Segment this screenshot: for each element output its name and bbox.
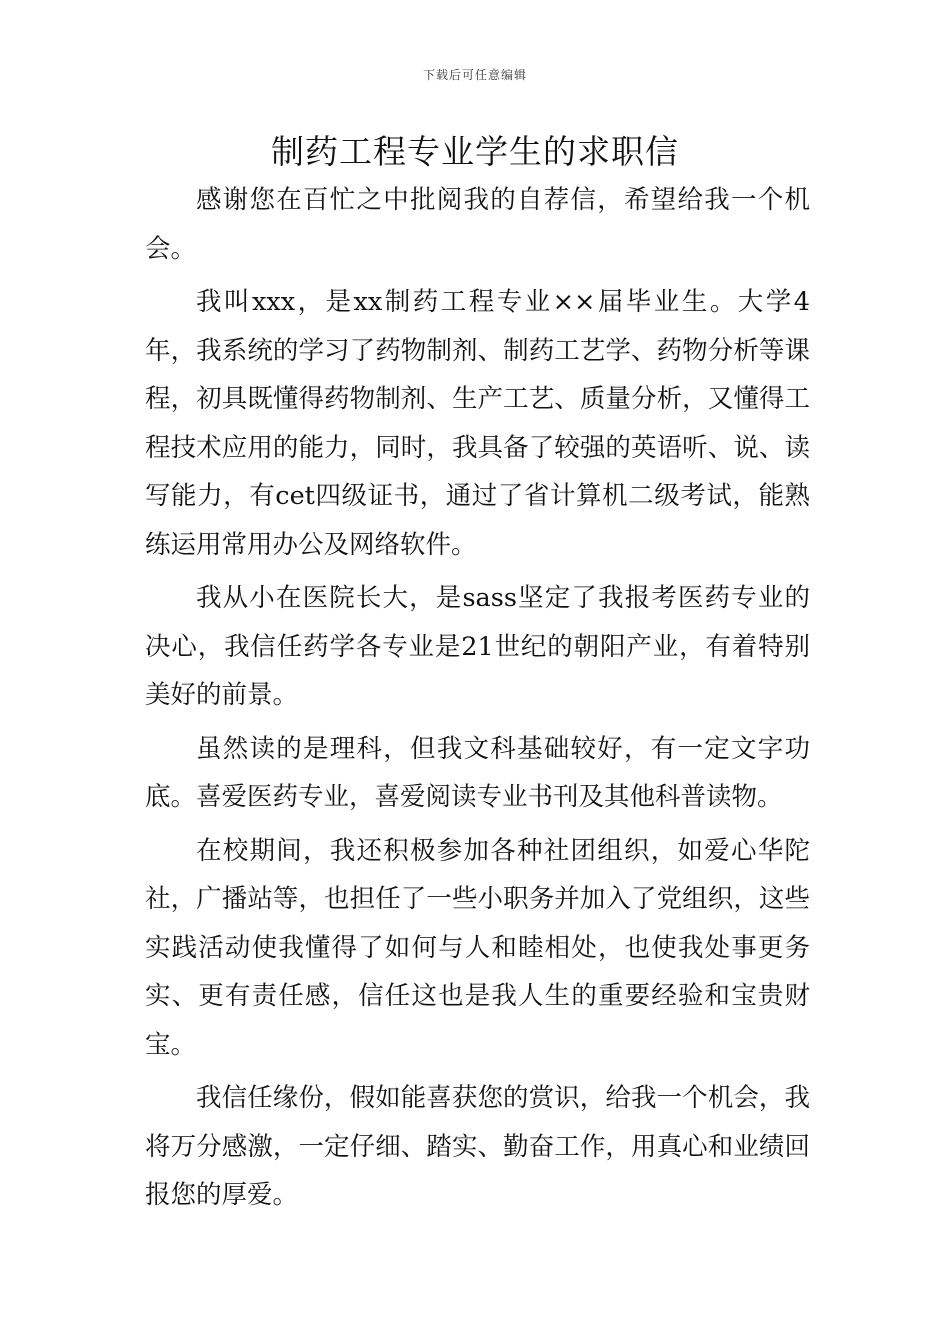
header-note: 下载后可任意编辑 xyxy=(422,68,527,82)
page-title: 制药工程专业学生的求职信 xyxy=(271,132,679,171)
letter-body xyxy=(145,176,810,1225)
paragraph-activities: 在校期间，我还积极参加各种社团组织，如爱心华陀社，广播站等，也担任了一些小职务并加入了党组织，这些实践活动使我懂得了如何与人和睦相处，也使我处事更务实、更有责任感，信任这也是我人生的重要经验和宝贵财宝。 xyxy=(145,835,810,1060)
paragraph-motivation: 我从小在医院长大，是sass坚定了我报考医药专业的决心，我信任药学各专业是21世纪的朝阳产业，有着特别美好的前景。 xyxy=(145,583,810,710)
paragraph-closing: 我信任缘份，假如能喜获您的赏识，给我一个机会，我将万分感激，一定仔细、踏实、勤奋工作，用真心和业绩回报您的厚爱。 xyxy=(145,1083,810,1210)
paragraph-background: 虽然读的是理科，但我文科基础较好，有一定文字功底。喜爱医药专业，喜爱阅读专业书刊及其他科普读物。 xyxy=(145,733,810,812)
paragraph-introduction: 我叫xxx，是xx制药工程专业××届毕业生。大学4年，我系统的学习了药物制剂、制药工艺学、药物分析等课程，初具既懂得药物制剂、生产工艺、质量分析，又懂得工程技术应用的能力，同时，我具备了较强的英语听、说、读写能力，有cet四级证书，通过了省计算机二级考试，能熟练运用常用办公及网络软件。 xyxy=(145,287,810,560)
paragraph-opening: 感谢您在百忙之中批阅我的自荐信，希望给我一个机会。 xyxy=(145,185,810,264)
